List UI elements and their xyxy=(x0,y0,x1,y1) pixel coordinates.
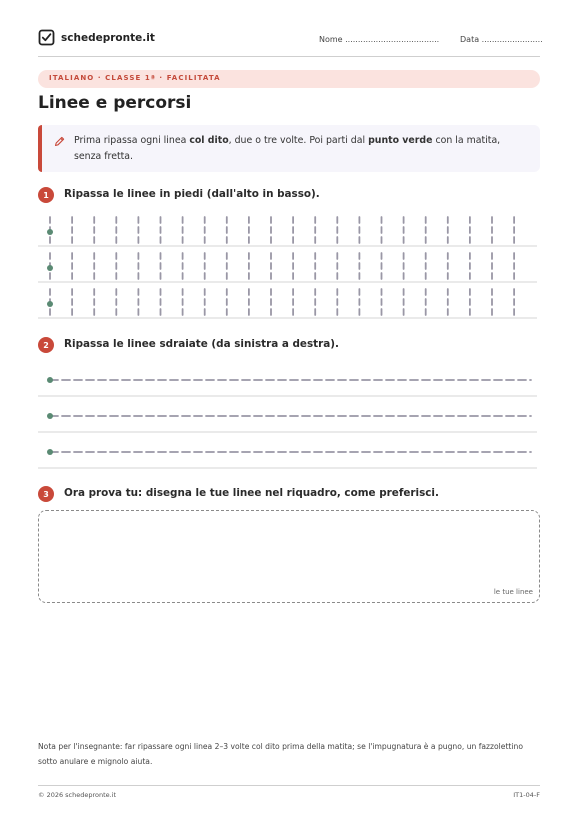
emphasis-finger: col dito xyxy=(189,135,229,146)
start-dot xyxy=(47,377,53,383)
subject-tag xyxy=(38,70,540,88)
brand-logo xyxy=(38,29,155,46)
section-2-number: 2 xyxy=(38,337,54,353)
section-1-number: 1 xyxy=(38,187,54,203)
drawing-box-label: le tue linee xyxy=(493,588,533,596)
horizontal-lines-exercise xyxy=(38,366,540,472)
start-dot xyxy=(47,265,53,271)
teacher-note: Nota per l'insegnante: far ripassare ogni linea 2–3 volte col dito prima della matita; se l'impugnatura è a pugno, un fazzolettino sotto anulare e mignolo aiuta. xyxy=(38,742,523,766)
start-dot xyxy=(47,413,53,419)
section-3-number: 3 xyxy=(38,486,54,502)
start-dot xyxy=(47,449,53,455)
callout-accent-bar xyxy=(38,125,42,172)
checkbox-logo-icon xyxy=(38,29,55,46)
date-field: Data ........................ xyxy=(460,35,543,44)
instructions-callout xyxy=(38,125,540,172)
section-2-title: Ripassa le linee sdraiate (da sinistra a destra). xyxy=(64,338,339,350)
subject-tag-label: ITALIANO · CLASSE 1ª · FACILITATA xyxy=(49,74,221,82)
instructions-text: Prima ripassa ogni linea col dito, due o tre volte. Poi parti dal punto verde con la matita, senza fretta. xyxy=(74,135,501,162)
brand-name: schedepronte.it xyxy=(61,31,155,44)
vertical-lines-exercise xyxy=(38,212,540,322)
start-dot xyxy=(47,229,53,235)
footer-copyright: © 2026 schedepronte.it xyxy=(38,791,117,799)
page-title: Linee e percorsi xyxy=(38,93,192,113)
drawing-box[interactable] xyxy=(38,510,540,603)
pencil-icon xyxy=(54,136,65,147)
name-field: Nome ..................................... xyxy=(319,35,440,44)
emphasis-green-dot: punto verde xyxy=(368,135,433,146)
section-1-title: Ripassa le linee in piedi (dall'alto in basso). xyxy=(64,188,320,200)
start-dot xyxy=(47,301,53,307)
section-3-title: Ora prova tu: disegna le tue linee nel riquadro, come preferisci. xyxy=(64,487,439,499)
header-divider xyxy=(38,56,540,57)
footer-code: IT1-04-F xyxy=(513,791,540,799)
footer-divider xyxy=(38,785,540,786)
